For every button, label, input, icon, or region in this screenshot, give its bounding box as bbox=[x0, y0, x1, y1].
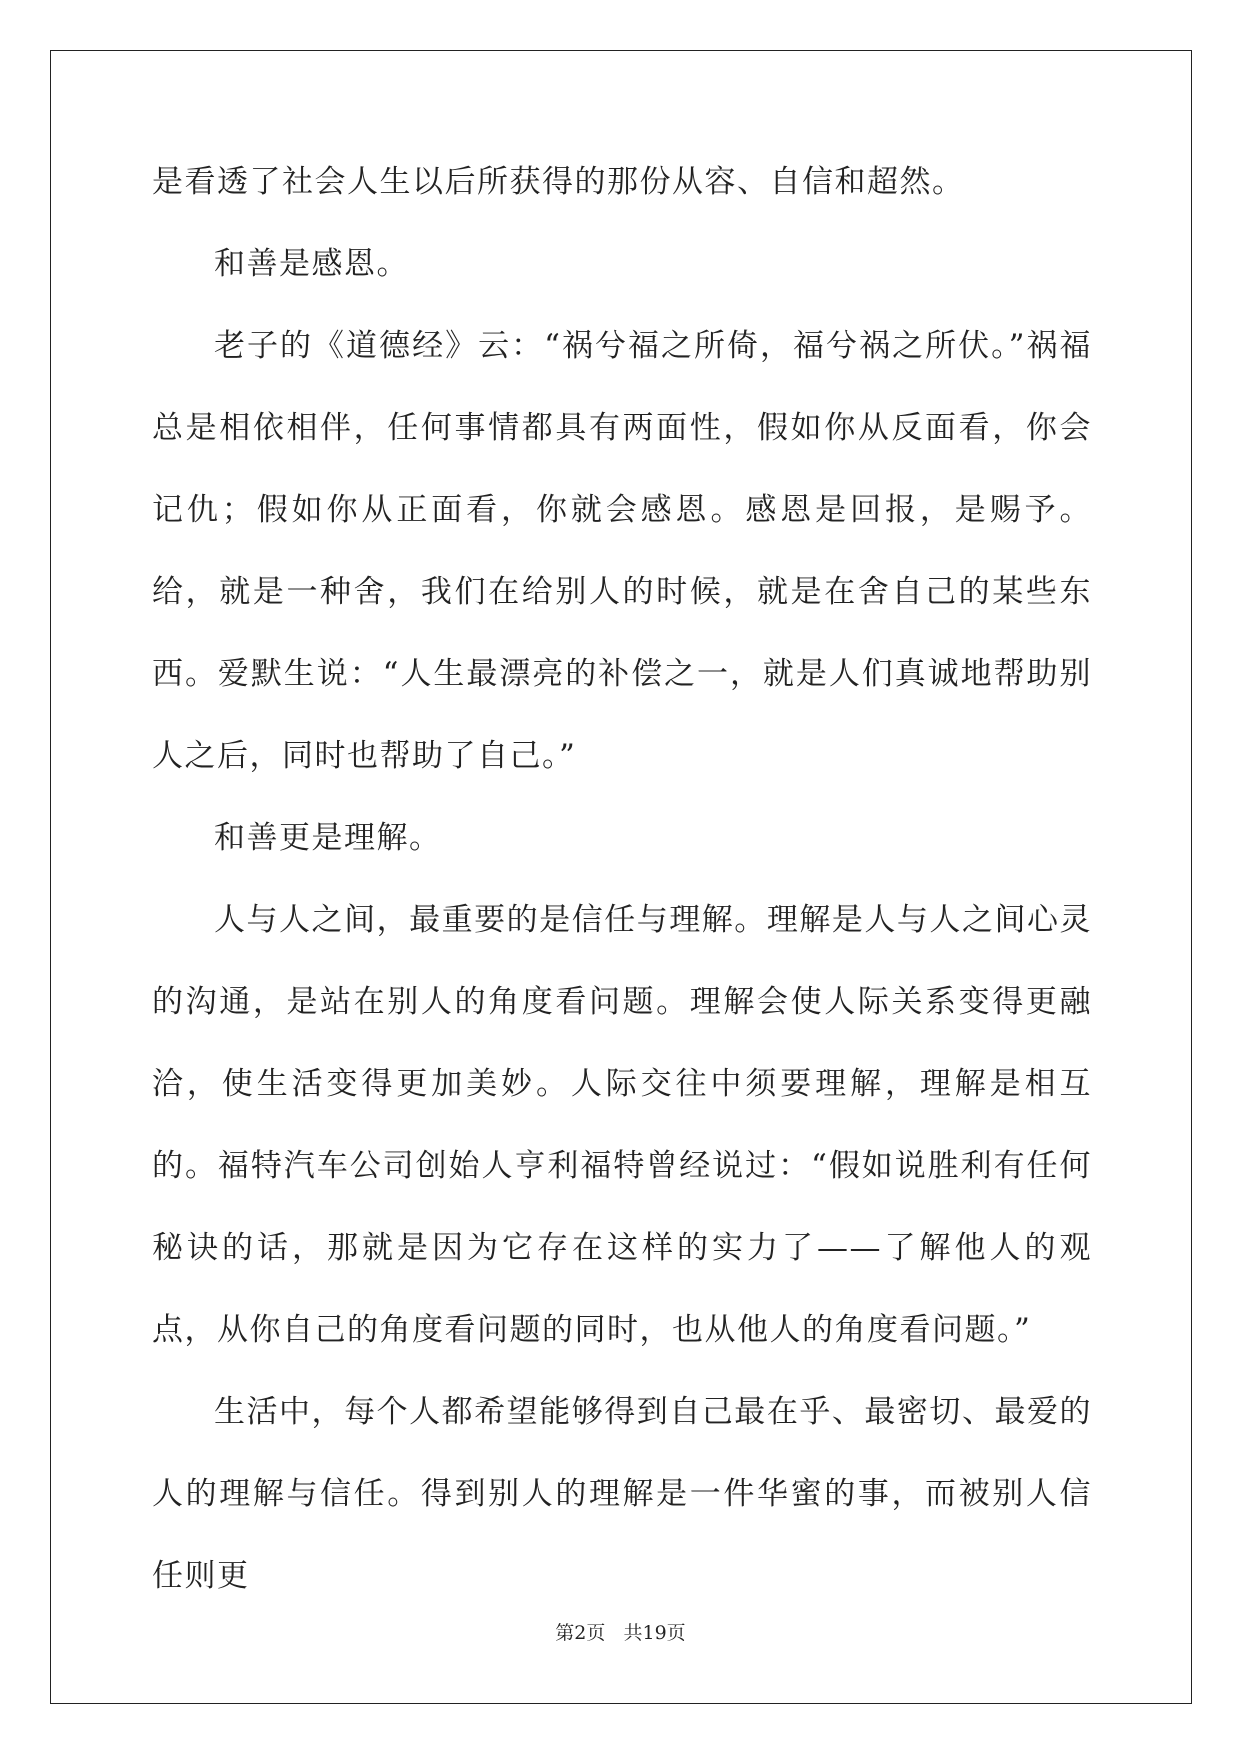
paragraph-laozi-quote: 老子的《道德经》云：“祸兮福之所倚，福兮祸之所伏。”祸福总是相依相伴，任何事情都具有两面性，假如你从反面看，你会记仇；假如你从正面看，你就会感恩。感恩是回报，是赐予。给，就是一种舍，我们在给别人的时候，就是在舍自己的某些东西。爱默生说：“人生最漂亮的补偿之一，就是人们真诚地帮助别人之后，同时也帮助了自己。” bbox=[152, 328, 1092, 774]
paragraph-continuation: 是看透了社会人生以后所获得的那份从容、自信和超然。 bbox=[152, 164, 965, 200]
document-body bbox=[152, 163, 1092, 1617]
paragraph-heading-understanding: 和善更是理解。 bbox=[214, 820, 442, 856]
paragraph-trust: 生活中，每个人都希望能够得到自己最在乎、最密切、最爱的人的理解与信任。得到别人的理解是一件华蜜的事，而被别人信任则更 bbox=[152, 1394, 1092, 1594]
paragraph-ford-quote: 人与人之间，最重要的是信任与理解。理解是人与人之间心灵的沟通，是站在别人的角度看问题。理解会使人际关系变得更融洽，使生活变得更加美妙。人际交往中须要理解，理解是相互的。福特汽车公司创始人亨利福特曾经说过：“假如说胜利有任何秘诀的话，那就是因为它存在这样的实力了——了解他人的观点，从你自己的角度看问题的同时，也从他人的角度看问题。” bbox=[152, 902, 1092, 1348]
paragraph-heading-gratitude: 和善是感恩。 bbox=[214, 246, 409, 282]
page-number-footer: 第2页 共19页 bbox=[555, 1622, 686, 1644]
